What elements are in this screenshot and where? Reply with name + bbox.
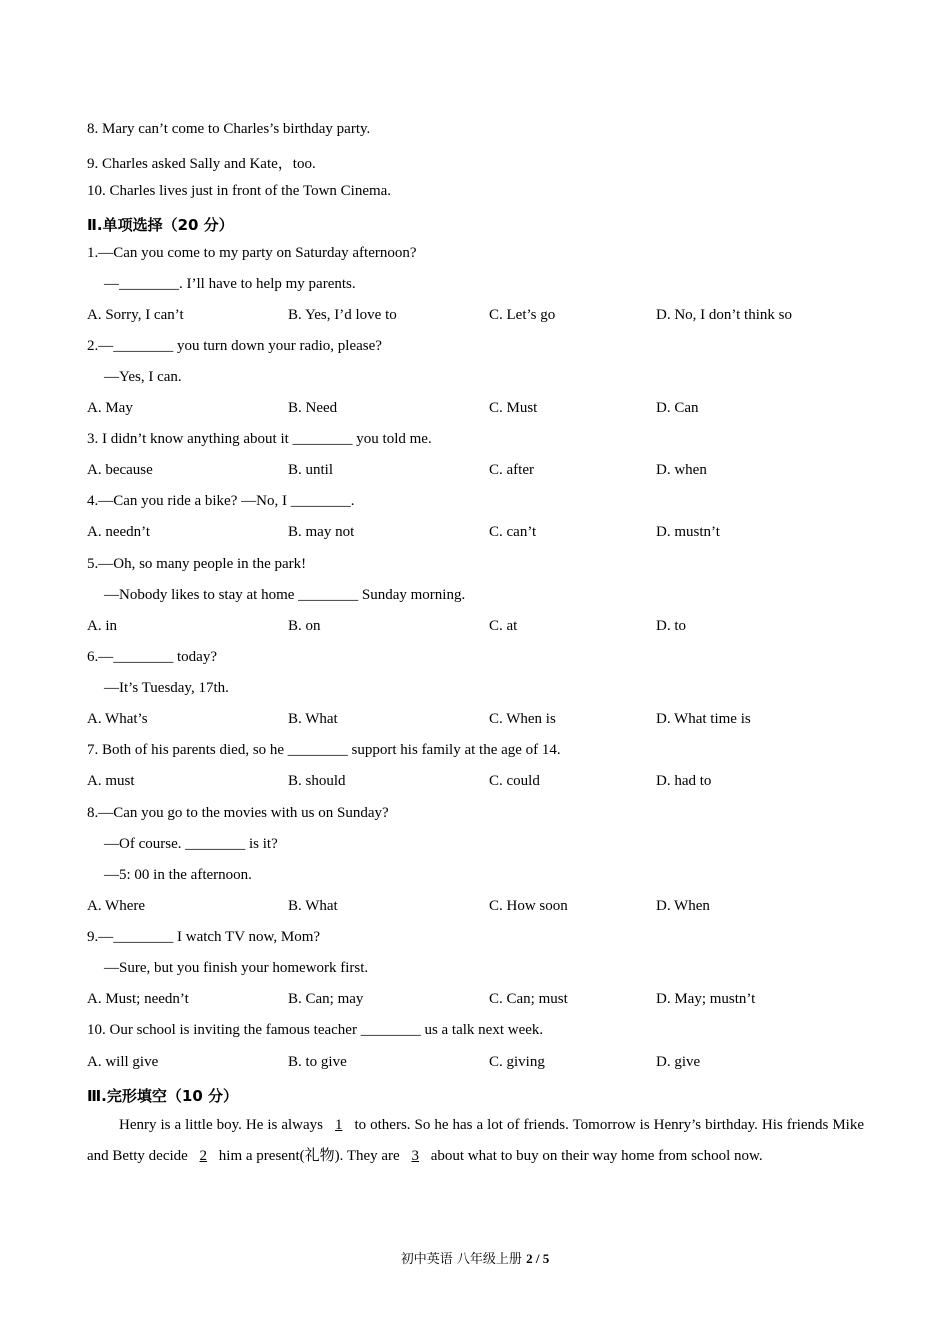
blank-2: 2 [199, 1148, 208, 1164]
question-line: 7. Both of his parents died, so he ________ support his family at the age of 14. [87, 742, 561, 758]
option-a: A. Must; needn’t [87, 991, 189, 1007]
option-a: A. because [87, 462, 153, 478]
option-b: B. may not [288, 524, 355, 540]
option-d: D. when [656, 462, 707, 478]
option-c: C. could [489, 773, 540, 789]
cloze-text: Henry is a little boy. He is always [119, 1117, 323, 1133]
section-title: Ⅲ.完形填空（10 分） [87, 1087, 238, 1105]
option-b: B. on [288, 618, 321, 634]
option-c: C. How soon [489, 898, 568, 914]
option-c: C. after [489, 462, 534, 478]
option-d: D. What time is [656, 711, 751, 727]
option-d: D. give [656, 1054, 701, 1070]
question-line: —Sure, but you finish your homework first. [104, 960, 369, 976]
blank-1: 1 [334, 1117, 343, 1133]
question-line: 1.—Can you come to my party on Saturday afternoon? [87, 245, 417, 261]
question-line: —________. I’ll have to help my parents. [104, 276, 356, 292]
option-d: D. had to [656, 773, 712, 789]
option-b: B. What [288, 711, 338, 727]
statement-9: 9. Charles asked Sally and Kate，too. [87, 156, 316, 172]
question-line: 4.—Can you ride a bike? —No, I ________. [87, 493, 355, 509]
option-c: C. Can; must [489, 991, 568, 1007]
question-line: 6.—________ today? [87, 649, 217, 665]
option-d: D. Can [656, 400, 699, 416]
option-d: D. May; mustn’t [656, 991, 756, 1007]
question-line: —5: 00 in the afternoon. [104, 867, 252, 883]
option-a: A. will give [87, 1054, 159, 1070]
option-b: B. Can; may [288, 991, 364, 1007]
page-footer [0, 1248, 950, 1267]
question-line: 3. I didn’t know anything about it ________ you told me. [87, 431, 432, 447]
cloze-paragraph [87, 1110, 864, 1172]
option-c: C. When is [489, 711, 556, 727]
question-line: 5.—Oh, so many people in the park! [87, 556, 307, 572]
option-a: A. needn’t [87, 524, 151, 540]
blank-3: 3 [411, 1148, 419, 1164]
question-line: 2.—________ you turn down your radio, please? [87, 338, 382, 354]
option-d: D. When [656, 898, 710, 914]
option-d: D. mustn’t [656, 524, 720, 540]
question-line: 10. Our school is inviting the famous teacher ________ us a talk next week. [87, 1022, 544, 1038]
option-a: A. May [87, 400, 133, 416]
cloze-text: him a present(礼物). They are [218, 1148, 400, 1164]
page-number: 2 / 5 [526, 1251, 550, 1266]
question-line: —Yes, I can. [104, 369, 182, 385]
option-c: C. Let’s go [489, 307, 556, 323]
option-c: C. Must [489, 400, 538, 416]
option-a: A. What’s [87, 711, 148, 727]
option-a: A. in [87, 618, 117, 634]
option-a: A. must [87, 773, 135, 789]
option-c: C. at [489, 618, 518, 634]
option-b: B. What [288, 898, 338, 914]
option-c: C. giving [489, 1054, 545, 1070]
option-b: B. to give [288, 1054, 347, 1070]
option-b: B. Yes, I’d love to [288, 307, 397, 323]
question-line: 8.—Can you go to the movies with us on Sunday? [87, 805, 389, 821]
cloze-text: about what to buy on their way home from school now. [430, 1148, 763, 1164]
question-line: —Nobody likes to stay at home ________ Sunday morning. [104, 587, 466, 603]
statement-8: 8. Mary can’t come to Charles’s birthday party. [87, 121, 371, 137]
option-c: C. can’t [489, 524, 537, 540]
question-line: 9.—________ I watch TV now, Mom? [87, 929, 321, 945]
section-title: Ⅱ.单项选择（20 分） [87, 216, 234, 234]
footer-label: 初中英语 八年级上册 [400, 1252, 522, 1267]
question-line: —It’s Tuesday, 17th. [104, 680, 229, 696]
option-d: D. to [656, 618, 686, 634]
question-line: —Of course. ________ is it? [104, 836, 278, 852]
option-a: A. Sorry, I can’t [87, 307, 184, 323]
option-b: B. until [288, 462, 334, 478]
cloze-text: to others. So he has a lot of friends. Tomorrow is Henry’s birthday. His friends Mike and Betty decide [87, 1117, 865, 1164]
option-b: B. should [288, 773, 346, 789]
option-d: D. No, I don’t think so [656, 307, 792, 323]
option-b: B. Need [288, 400, 338, 416]
option-a: A. Where [87, 898, 146, 914]
statement-10: 10. Charles lives just in front of the Town Cinema. [87, 183, 392, 199]
